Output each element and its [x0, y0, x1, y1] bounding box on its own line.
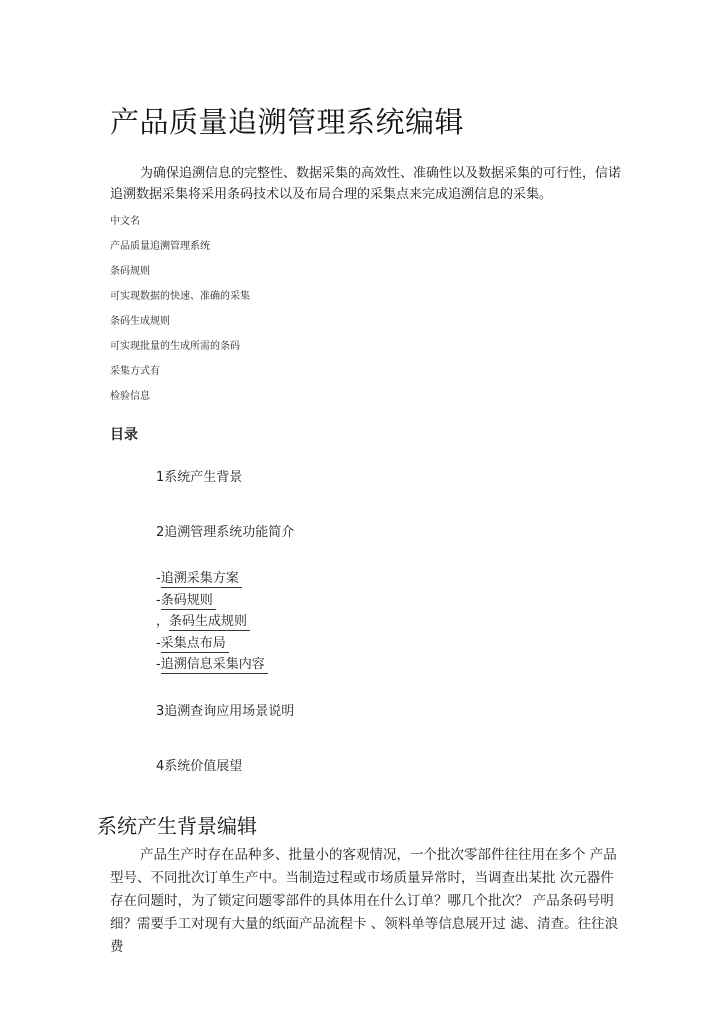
- toc-subitem-link[interactable]: 采集点布局: [161, 636, 229, 653]
- info-item: 可实现数据的快速、准确的采集: [110, 291, 250, 302]
- section-heading: 系统产生背景编辑: [97, 814, 257, 838]
- info-item: 中文名: [110, 216, 140, 227]
- info-item: 条码生成规则: [110, 316, 170, 327]
- toc-item-1[interactable]: 1系统产生背景: [156, 470, 243, 485]
- toc-subitem-prefix: -: [156, 657, 161, 672]
- section-body: 产品生产时存在品种多、批量小的客观情况，一个批次零部件往往用在多个 产品型号、不同批次订单生产中。当制造过程或市场质量异常时，当调查出某批 次元器件存在问题时，为了锁定问题零部件的具体用在什么订单？哪几个批次？ 产品条码号明细？需要手工对现有大量的纸面产品流程卡 、领料单等信息展开过 滤、清查。往往浪费: [110, 847, 619, 955]
- info-item: 采集方式有: [110, 366, 160, 377]
- toc-item-4[interactable]: 4系统价值展望: [156, 759, 243, 774]
- page-title: 产品质量追溯管理系统编辑: [110, 105, 465, 139]
- toc-subitem-link[interactable]: 条码生成规则: [169, 614, 250, 631]
- toc-subitem[interactable]: [156, 657, 268, 673]
- toc-subitem-prefix: -: [156, 593, 161, 608]
- toc-subitem[interactable]: [156, 593, 216, 609]
- toc-item-2[interactable]: 2追溯管理系统功能简介: [156, 525, 295, 540]
- toc-subitem-prefix: -: [156, 636, 161, 651]
- info-list: [110, 215, 250, 415]
- toc-subitem-prefix: -: [156, 571, 161, 586]
- info-item: 条码规则: [110, 266, 150, 277]
- toc-subitem-prefix: ，: [156, 614, 170, 629]
- info-item: 产品质量追溯管理系统: [110, 241, 210, 252]
- toc-subitem[interactable]: [156, 614, 250, 630]
- toc-subitem-link[interactable]: 条码规则: [161, 593, 216, 610]
- toc-item-3[interactable]: 3追溯查询应用场景说明: [156, 704, 295, 719]
- toc-subitem[interactable]: [156, 636, 229, 652]
- toc-subitem[interactable]: [156, 571, 242, 587]
- info-item: 检验信息: [110, 391, 150, 402]
- toc-subitem-link[interactable]: 追溯信息采集内容: [161, 657, 268, 674]
- intro-paragraph: 为确保追溯信息的完整性、数据采集的高效性、准确性以及数据采集的可行性，信诺 追溯数据采集将采用条码技术以及布局合理的采集点来完成追溯信息的采集。: [110, 166, 622, 202]
- toc-heading: 目录: [110, 427, 138, 443]
- toc-subitem-link[interactable]: 追溯采集方案: [161, 571, 242, 588]
- info-item: 可实现批量的生成所需的条码: [110, 341, 240, 352]
